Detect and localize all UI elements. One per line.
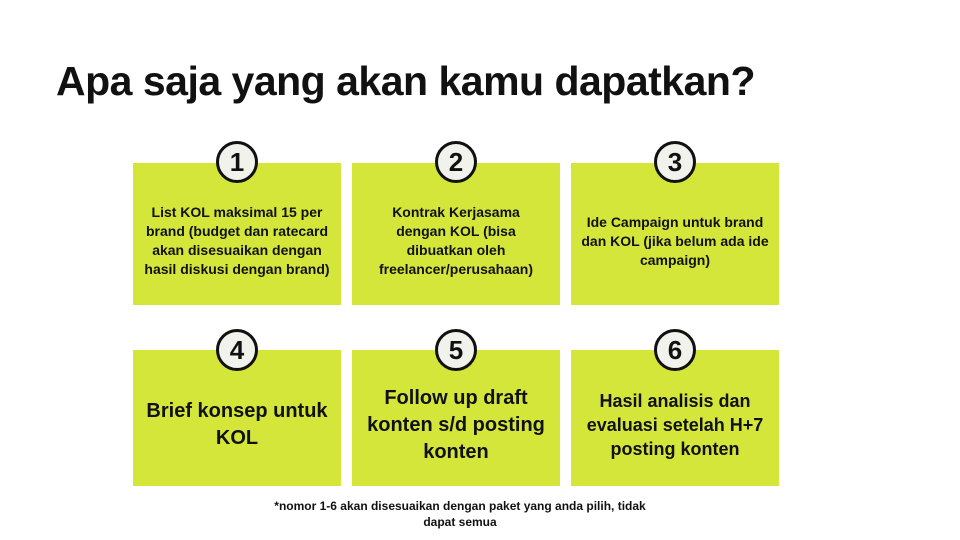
page-title: Apa saja yang akan kamu dapatkan? [56,58,755,104]
card-4-text: Brief konsep untuk KOL [146,400,328,449]
card-3 [571,163,779,305]
card-1 [133,163,341,305]
card-5-text: Follow up draft konten s/d posting konten [367,386,545,463]
footnote: *nomor 1-6 akan disesuaikan dengan paket yang anda pilih, tidak dapat semua [274,499,646,529]
number-badge-3: 3 [654,141,696,183]
card-6-text: Hasil analisis dan evaluasi setelah H+7 posting konten [586,391,764,459]
card-1-text: List KOL maksimal 15 per brand (budget dan ratecard akan disesuaikan dengan hasil diskusi dengan brand) [144,204,330,277]
card-2-text: Kontrak Kerjasama dengan KOL (bisa dibuatkan oleh freelancer/perusahaan) [378,204,534,277]
number-badge-5: 5 [435,329,477,371]
number-badge-6: 6 [654,329,696,371]
card-2 [352,163,560,305]
number-badge-2: 2 [435,141,477,183]
number-badge-1: 1 [216,141,258,183]
number-badge-4: 4 [216,329,258,371]
card-3-text: Ide Campaign untuk brand dan KOL (jika belum ada ide campaign) [581,213,769,268]
